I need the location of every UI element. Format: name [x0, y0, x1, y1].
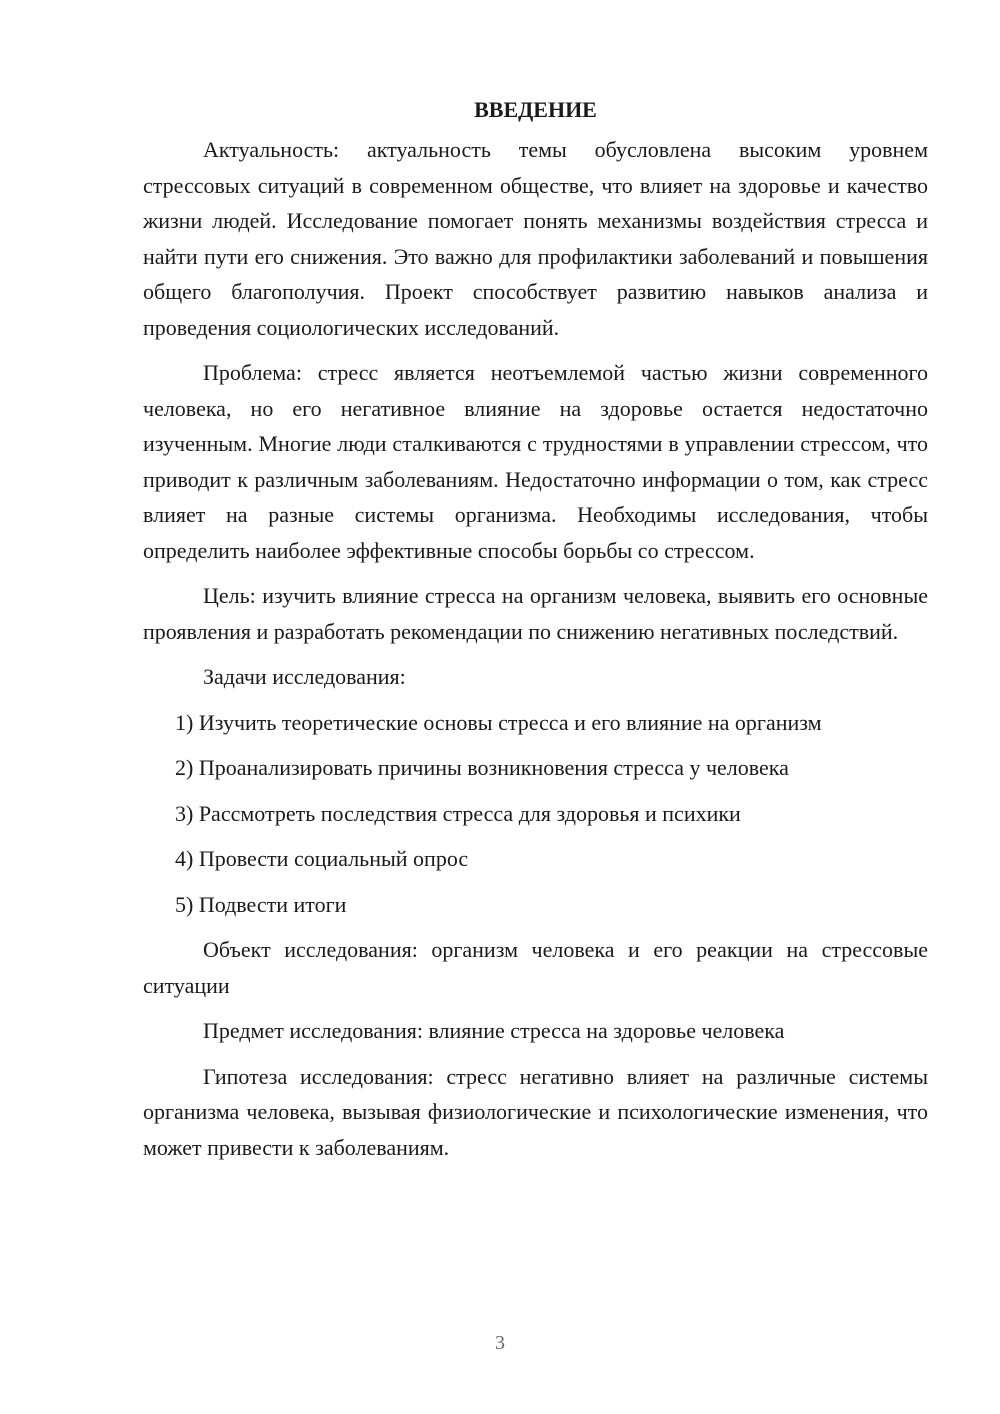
document-page: [143, 92, 928, 1175]
list-item: 4) Провести социальный опрос: [175, 846, 469, 871]
tasks-list: [143, 705, 928, 923]
problem-paragraph: Проблема: стресс является неотъемлемой частью жизни современного человека, но его негативное влияние на здоровье остается недостаточно изученным. Многие люди сталкиваются с трудностями в управлении стрессом, что приводит к различным заболеваниям. Недостаточно информации о том, как стресс влияет на разные системы организма. Необходимы исследования, чтобы определить наиболее эффективные способы борьбы со стрессом.: [143, 360, 928, 563]
list-item: 2) Проанализировать причины возникновения стресса у человека: [175, 755, 789, 780]
list-item: 1) Изучить теоретические основы стресса и его влияние на организм: [175, 709, 822, 735]
goal-paragraph: Цель: изучить влияние стресса на организм человека, выявить его основные проявления и разработать рекомендации по снижению негативных последствий.: [143, 583, 928, 644]
page-number: 3: [495, 1332, 505, 1354]
relevance-paragraph: Актуальность: актуальность темы обусловлена высоким уровнем стрессовых ситуаций в современном обществе, что влияет на здоровье и качество жизни людей. Исследование помогает понять механизмы воздействия стресса и найти пути его снижения. Это важно для профилактики заболеваний и повышения общего благополучия. Проект способствует развитию навыков анализа и проведения социологических исследований.: [143, 137, 928, 340]
hypothesis-paragraph: Гипотеза исследования: стресс негативно влияет на различные системы организма человека, вызывая физиологические и психологические изменения, что может привести к заболеваниям.: [143, 1063, 928, 1160]
list-item: 3) Рассмотреть последствия стресса для здоровья и психики: [175, 800, 741, 826]
subject-paragraph: Предмет исследования: влияние стресса на здоровье человека: [203, 1018, 785, 1043]
tasks-heading: Задачи исследования:: [203, 664, 406, 689]
list-item: 5) Подвести итоги: [175, 891, 347, 917]
object-paragraph: Объект исследования: организм человека и его реакции на стрессовые ситуации: [143, 937, 928, 998]
page-title: ВВЕДЕНИЕ: [474, 97, 597, 122]
